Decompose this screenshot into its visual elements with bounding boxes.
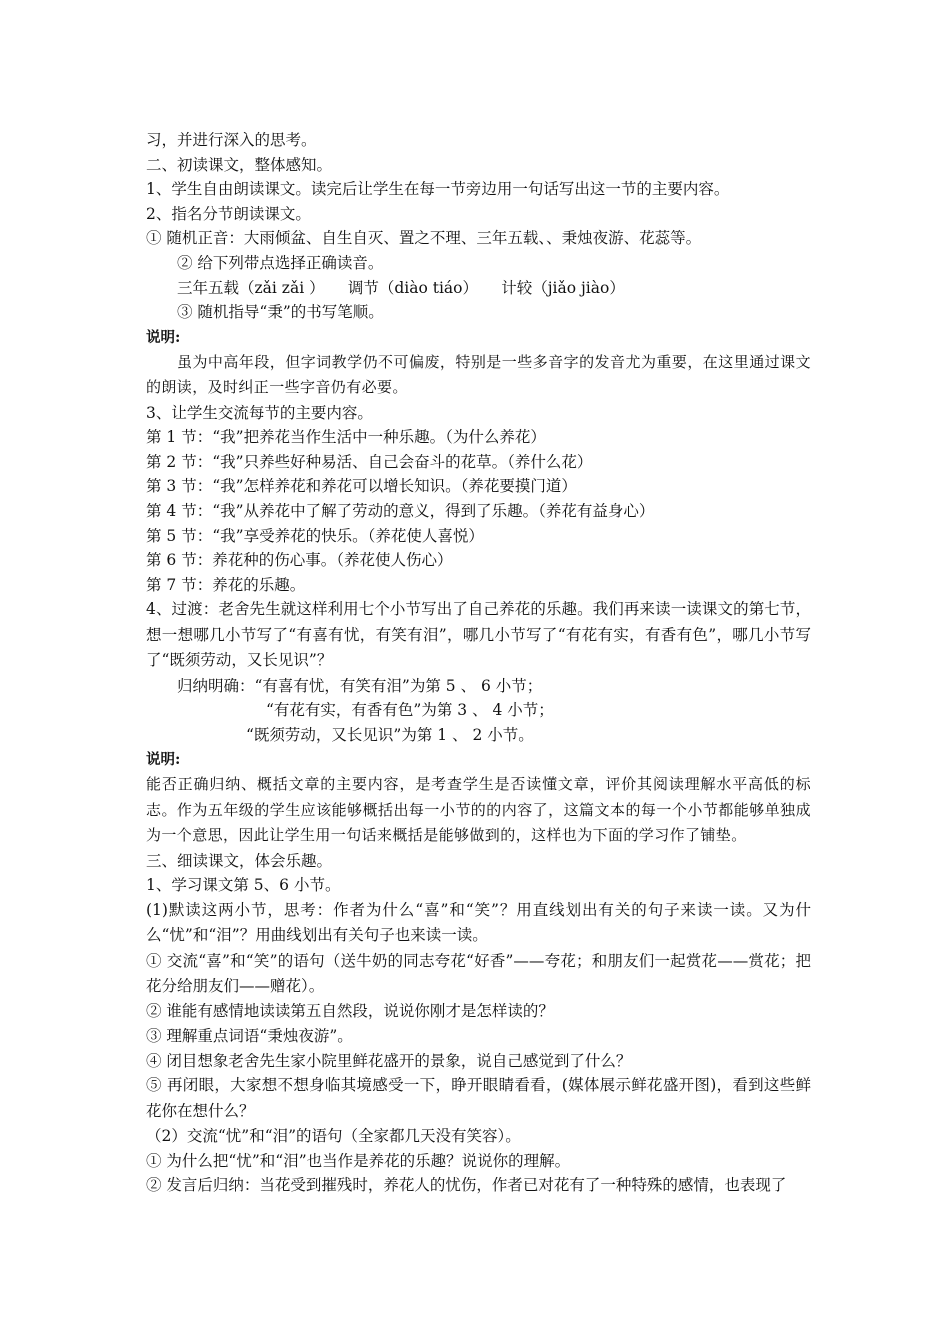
- text-line: （2）交流“忧”和“泪”的语句（全家都几天没有笑容）。: [146, 1126, 521, 1145]
- list-item: ③ 随机指导“秉”的书写笔顺。: [177, 303, 384, 322]
- summary-line: 归纳明确：“有喜有忧，有笑有泪”为第 5 、 6 小节；: [177, 676, 543, 695]
- section-heading: 三、细读课文，体会乐趣。: [146, 851, 333, 870]
- section-summary: 第 6 节：养花种的伤心事。（养花使人伤心）: [146, 551, 453, 570]
- text-line: 1、学生自由朗读课文。读完后让学生在每一节旁边用一句话写出这一节的主要内容。: [146, 180, 730, 199]
- list-item: ① 为什么把“忧”和“泪”也当作是养花的乐趣？说说你的理解。: [146, 1151, 571, 1170]
- document-body: [146, 128, 811, 1198]
- note-label: 说明:: [146, 751, 181, 769]
- summary-line: “既须劳动，又长见识”为第 1 、 2 小节。: [246, 725, 534, 744]
- summary-line: “有花有实，有香有色”为第 3 、 4 小节；: [266, 701, 554, 720]
- list-item: ④ 闭目想象老舍先生家小院里鲜花盛开的景象，说自己感觉到了什么？: [146, 1051, 632, 1070]
- note-label: 说明:: [146, 328, 181, 346]
- section-summary: 第 2 节：“我”只养些好种易活、自己会奋斗的花草。（养什么花）: [146, 452, 593, 471]
- section-heading: 二、初读课文，整体感知。: [146, 155, 333, 174]
- text-line: 习，并进行深入的思考。: [146, 131, 317, 149]
- paragraph: ① 交流“喜”和“笑”的语句（送牛奶的同志夸花“好香”——夸花；和朋友们一起赏花——赏花；把花分给朋友们——赠花）。: [146, 951, 811, 995]
- text-line: 3、让学生交流每节的主要内容。: [146, 403, 373, 422]
- pronunciation-line: 三年五载（zǎi zǎi ） 调节（diào tiáo） 计较（jiǎo jiào）: [177, 278, 625, 297]
- list-item: ② 谁能有感情地读读第五自然段，说说你刚才是怎样读的？: [146, 1002, 554, 1021]
- text-line: 1、学习课文第 5、6 小节。: [146, 876, 341, 895]
- list-item: ② 给下列带点选择正确读音。: [177, 253, 384, 272]
- list-item: ② 发言后归纳：当花受到摧残时，养花人的忧伤，作者已对花有了一种特殊的感情，也表现了: [146, 1176, 787, 1195]
- paragraph: (1)默读这两小节，思考：作者为什么“喜”和“笑”？用直线划出有关的句子来读一读。又为什么“忧”和“泪”？用曲线划出有关句子也来读一读。: [146, 900, 811, 945]
- section-summary: 第 1 节：“我”把养花当作生活中一种乐趣。（为什么养花）: [146, 428, 546, 447]
- note-paragraph: 虽为中高年段，但字词教学仍不可偏废，特别是一些多音字的发音尤为重要，在这里通过课文的朗读，及时纠正一些字音仍有必要。: [146, 352, 811, 397]
- text-line: 2、指名分节朗读课文。: [146, 204, 311, 223]
- section-summary: 第 7 节：养花的乐趣。: [146, 575, 306, 594]
- note-paragraph: 能否正确归纳、概括文章的主要内容，是考查学生是否读懂文章，评价其阅读理解水平高低的标志。作为五年级的学生应该能够概括出每一小节的的内容了，这篇文本的每一个小节都能够单独成为一个意思，因此让学生用一句话来概括是能够做到的，这样也为下面的学习作了铺垫。: [146, 775, 811, 845]
- list-item: ③ 理解重点词语“秉烛夜游”。: [146, 1026, 353, 1045]
- list-item: ① 随机正音：大雨倾盆、自生自灭、置之不理、三年五载、、秉烛夜游、花蕊等。: [146, 229, 702, 248]
- section-summary: 第 3 节：“我”怎样养花和养花可以增长知识。（养花要摸门道）: [146, 477, 577, 496]
- section-summary: 第 4 节：“我”从养花中了解了劳动的意义，得到了乐趣。（养花有益身心）: [146, 501, 655, 520]
- paragraph: ⑤ 再闭眼，大家想不想身临其境感受一下，睁开眼睛看看，(媒体展示鲜花盛开图)，看到这些鲜花你在想什么？: [146, 1076, 811, 1120]
- section-summary: 第 5 节：“我”享受养花的快乐。（养花使人喜悦）: [146, 526, 484, 545]
- paragraph: 4、过渡：老舍先生就这样利用七个小节写出了自己养花的乐趣。我们再来读一读课文的第七节，想一想哪几小节写了“有喜有忧，有笑有泪”，哪几小节写了“有花有实，有香有色”，哪几小节写了“既须劳动，又长见识”？: [146, 600, 811, 670]
